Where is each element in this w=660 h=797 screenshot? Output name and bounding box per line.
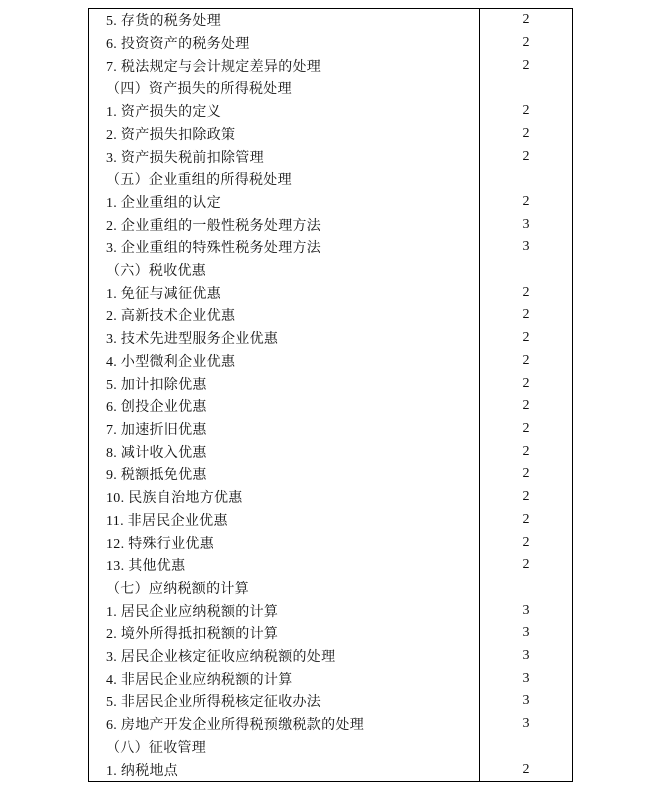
table-row — [89, 9, 572, 32]
topic-cell: 6. 房地产开发企业所得税预缴税款的处理 — [89, 713, 480, 736]
table-row — [89, 508, 572, 531]
table-row — [89, 372, 572, 395]
topic-cell: 3. 技术先进型服务企业优惠 — [89, 327, 480, 350]
syllabus-table — [88, 8, 573, 782]
grade-level-cell: 2 — [522, 103, 530, 119]
table-row — [89, 236, 572, 259]
grade-level-cell — [480, 736, 572, 759]
topic-cell: 2. 高新技术企业优惠 — [89, 304, 480, 327]
topic-cell: （四）资产损失的所得税处理 — [89, 77, 480, 100]
grade-level-cell: 2 — [522, 148, 530, 164]
topic-cell: 4. 非居民企业应纳税额的计算 — [89, 667, 480, 690]
topic-cell: （七）应纳税额的计算 — [89, 577, 480, 600]
table-row — [89, 758, 572, 781]
topic-cell: 2. 企业重组的一般性税务处理方法 — [89, 213, 480, 236]
table-row — [89, 599, 572, 622]
topic-cell: 1. 免征与减征优惠 — [89, 281, 480, 304]
grade-level-cell: 2 — [522, 534, 530, 550]
table-row — [89, 463, 572, 486]
topic-cell: 10. 民族自治地方优惠 — [89, 486, 480, 509]
topic-cell: 3. 资产损失税前扣除管理 — [89, 145, 480, 168]
table-row — [89, 622, 572, 645]
table-row — [89, 304, 572, 327]
table-row — [89, 191, 572, 214]
grade-level-cell: 2 — [522, 352, 530, 368]
table-row — [89, 213, 572, 236]
table-row — [89, 713, 572, 736]
grade-level-cell: 2 — [522, 125, 530, 141]
topic-cell: 6. 投资资产的税务处理 — [89, 32, 480, 55]
table-row — [89, 554, 572, 577]
table-row — [89, 577, 572, 600]
grade-level-cell: 3 — [522, 670, 530, 686]
grade-level-cell: 2 — [522, 35, 530, 51]
topic-cell: 4. 小型微利企业优惠 — [89, 350, 480, 373]
table-row — [89, 418, 572, 441]
table-row — [89, 168, 572, 191]
topic-cell: 8. 减计收入优惠 — [89, 440, 480, 463]
grade-level-cell: 3 — [522, 625, 530, 641]
topic-cell: 2. 资产损失扣除政策 — [89, 123, 480, 146]
grade-level-cell — [480, 577, 572, 600]
table-row — [89, 736, 572, 759]
topic-cell: 3. 居民企业核定征收应纳税额的处理 — [89, 645, 480, 668]
grade-level-cell: 2 — [522, 284, 530, 300]
table-row — [89, 667, 572, 690]
table-row — [89, 350, 572, 373]
topic-cell: 2. 境外所得抵扣税额的计算 — [89, 622, 480, 645]
grade-level-cell: 2 — [522, 761, 530, 777]
table-row — [89, 145, 572, 168]
grade-level-cell: 2 — [522, 330, 530, 346]
topic-cell: （六）税收优惠 — [89, 259, 480, 282]
topic-cell: 13. 其他优惠 — [89, 554, 480, 577]
topic-cell: （五）企业重组的所得税处理 — [89, 168, 480, 191]
grade-level-cell: 3 — [522, 216, 530, 232]
table-row — [89, 100, 572, 123]
grade-level-cell: 3 — [522, 716, 530, 732]
table-row — [89, 327, 572, 350]
table-row — [89, 531, 572, 554]
topic-cell: 3. 企业重组的特殊性税务处理方法 — [89, 236, 480, 259]
table-row — [89, 486, 572, 509]
table-row — [89, 281, 572, 304]
grade-level-cell — [480, 168, 572, 191]
topic-cell: 12. 特殊行业优惠 — [89, 531, 480, 554]
grade-level-cell: 3 — [522, 239, 530, 255]
grade-level-cell: 2 — [522, 489, 530, 505]
topic-cell: 5. 加计扣除优惠 — [89, 372, 480, 395]
grade-level-cell: 2 — [522, 511, 530, 527]
table-row — [89, 123, 572, 146]
topic-cell: 7. 加速折旧优惠 — [89, 418, 480, 441]
grade-level-cell: 3 — [522, 693, 530, 709]
grade-level-cell: 2 — [522, 57, 530, 73]
grade-level-cell: 2 — [522, 193, 530, 209]
topic-cell: 5. 非居民企业所得税核定征收办法 — [89, 690, 480, 713]
table-row — [89, 54, 572, 77]
grade-level-cell: 2 — [522, 443, 530, 459]
grade-level-cell: 2 — [522, 307, 530, 323]
table-row — [89, 440, 572, 463]
topic-cell: 7. 税法规定与会计规定差异的处理 — [89, 54, 480, 77]
topic-cell: 9. 税额抵免优惠 — [89, 463, 480, 486]
topic-cell: 1. 纳税地点 — [89, 758, 480, 781]
topic-cell: 1. 企业重组的认定 — [89, 191, 480, 214]
grade-level-cell: 2 — [522, 12, 530, 28]
topic-cell: （八）征收管理 — [89, 736, 480, 759]
grade-level-cell: 3 — [522, 648, 530, 664]
topic-cell: 6. 创投企业优惠 — [89, 395, 480, 418]
grade-level-cell: 2 — [522, 375, 530, 391]
grade-level-cell — [480, 77, 572, 100]
table-row — [89, 395, 572, 418]
grade-level-cell: 2 — [522, 466, 530, 482]
table-row — [89, 645, 572, 668]
table-row — [89, 32, 572, 55]
grade-level-cell: 2 — [522, 557, 530, 573]
grade-level-cell: 2 — [522, 398, 530, 414]
table-row — [89, 77, 572, 100]
grade-level-cell: 2 — [522, 421, 530, 436]
table-row — [89, 259, 572, 282]
topic-cell: 1. 居民企业应纳税额的计算 — [89, 599, 480, 622]
topic-cell: 11. 非居民企业优惠 — [89, 508, 480, 531]
topic-cell: 5. 存货的税务处理 — [89, 9, 480, 32]
grade-level-cell: 3 — [522, 602, 530, 618]
topic-cell: 1. 资产损失的定义 — [89, 100, 480, 123]
grade-level-cell — [480, 259, 572, 282]
table-row — [89, 690, 572, 713]
